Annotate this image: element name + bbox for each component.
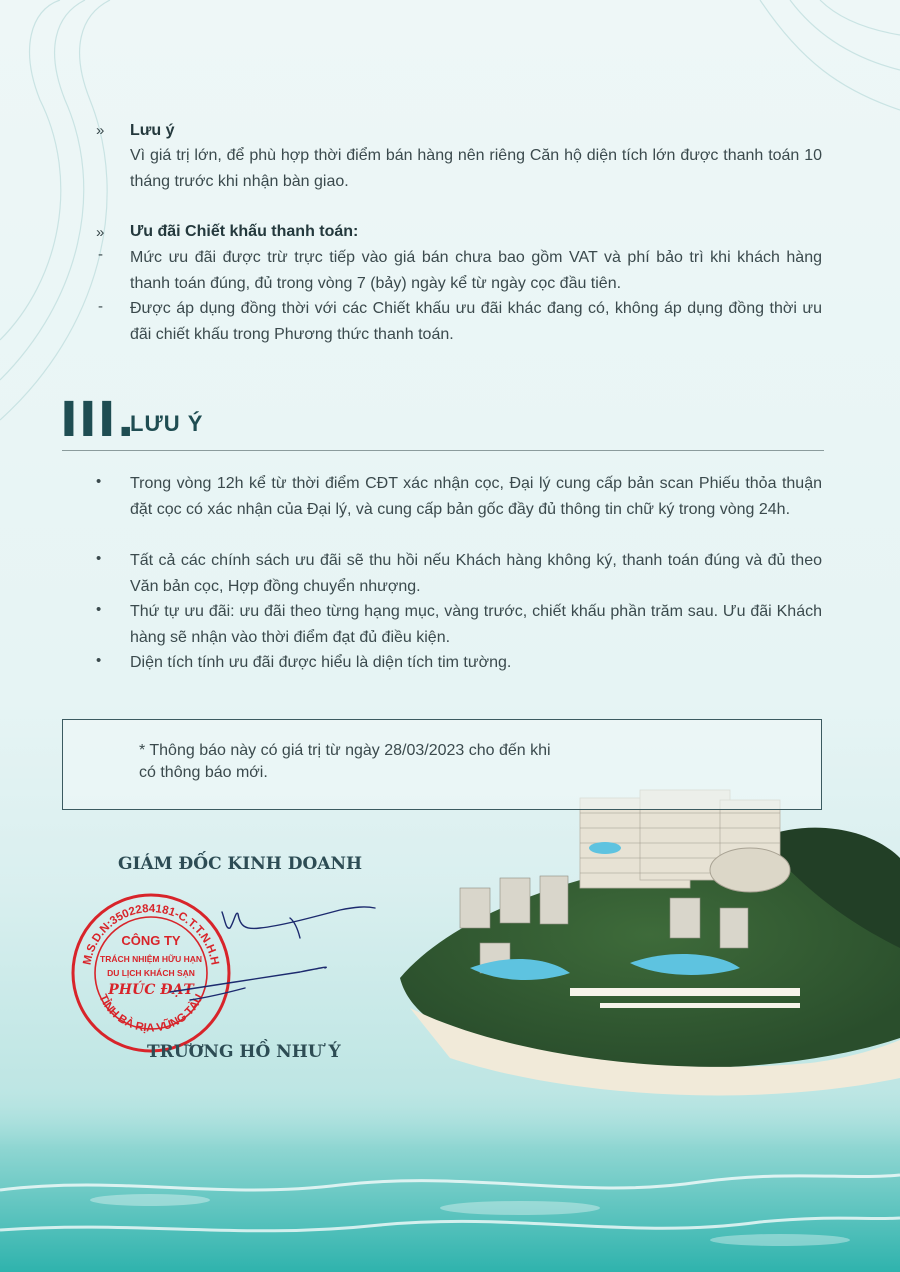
handwritten-signature <box>150 900 390 1030</box>
discount-item-2: Được áp dụng đồng thời với các Chiết khấu ưu đãi khác đang có, không áp dụng đồng thời ưu đãi chiết khấu trong Phương thức thanh toán. <box>130 300 822 343</box>
bullet-marker: • <box>96 550 102 567</box>
chevron-marker: » <box>96 122 105 139</box>
discount-heading: Ưu đãi Chiết khấu thanh toán: <box>130 223 359 240</box>
stamp-line-4: PHÚC ĐẠT <box>108 982 194 998</box>
note-bullet-4: Diện tích tính ưu đãi được hiểu là diện tích tim tường. <box>130 654 512 671</box>
note-text: Vì giá trị lớn, để phù hợp thời điểm bán hàng nên riêng Căn hộ diện tích lớn được thanh toán 10 tháng trước khi nhận bàn giao. <box>130 147 822 190</box>
note-bullet-1: Trong vòng 12h kể từ thời điểm CĐT xác nhận cọc, Đại lý cung cấp bản scan Phiếu thỏa thuận đặt cọc có xác nhận của Đại lý, và cung cấp bản gốc đầy đủ thông tin chữ ký trong vòng 24h. <box>130 475 822 518</box>
dash-marker: - <box>98 298 103 315</box>
section-title: LƯU Ý <box>130 411 204 436</box>
resort-illustration <box>340 778 900 1108</box>
dash-marker: - <box>98 246 103 263</box>
bullet-marker: • <box>96 473 102 490</box>
stamp-line-2: TRÁCH NHIỆM HỮU HẠN <box>100 954 202 964</box>
signatory-name: TRƯƠNG HỒ NHƯ Ý <box>147 1042 341 1062</box>
sea-illustration <box>0 1080 900 1272</box>
chevron-marker: » <box>96 224 105 241</box>
bullet-marker: • <box>96 601 102 618</box>
signatory-title: GIÁM ĐỐC KINH DOANH <box>118 854 363 874</box>
stamp-line-3: DU LỊCH KHÁCH SẠN <box>107 968 195 978</box>
validity-notice-text: * Thông báo này có giá trị từ ngày 28/03/2023 cho đến khi có thông báo mới. <box>139 742 551 781</box>
stamp-bottom-text: TỈNH BÀ RỊA VŨNG TÀU <box>96 992 206 1035</box>
stamp-line-1: CÔNG TY <box>121 933 181 948</box>
section-divider <box>62 450 824 451</box>
stamp-outer-text: M.S.D.N:3502284181-C.T.T.N.H.H <box>81 902 221 966</box>
section-number: III. <box>60 392 136 448</box>
note-bullet-2: Tất cả các chính sách ưu đãi sẽ thu hồi nếu Khách hàng không ký, thanh toán đúng và đủ theo Văn bản cọc, Hợp đồng chuyển nhượng. <box>130 552 822 595</box>
discount-item-1: Mức ưu đãi được trừ trực tiếp vào giá bán chưa bao gồm VAT và phí bảo trì khi khách hàng thanh toán đúng, đủ trong vòng 7 (bảy) ngày kể từ ngày cọc đầu tiên. <box>130 249 822 292</box>
note-bullet-3: Thứ tự ưu đãi: ưu đãi theo từng hạng mục, vàng trước, chiết khấu phần trăm sau. Ưu đãi Khách hàng sẽ nhận vào thời điểm đạt đủ điều kiện. <box>130 603 822 646</box>
note-heading: Lưu ý <box>130 122 175 139</box>
bullet-marker: • <box>96 652 102 669</box>
validity-notice-box <box>62 719 822 810</box>
